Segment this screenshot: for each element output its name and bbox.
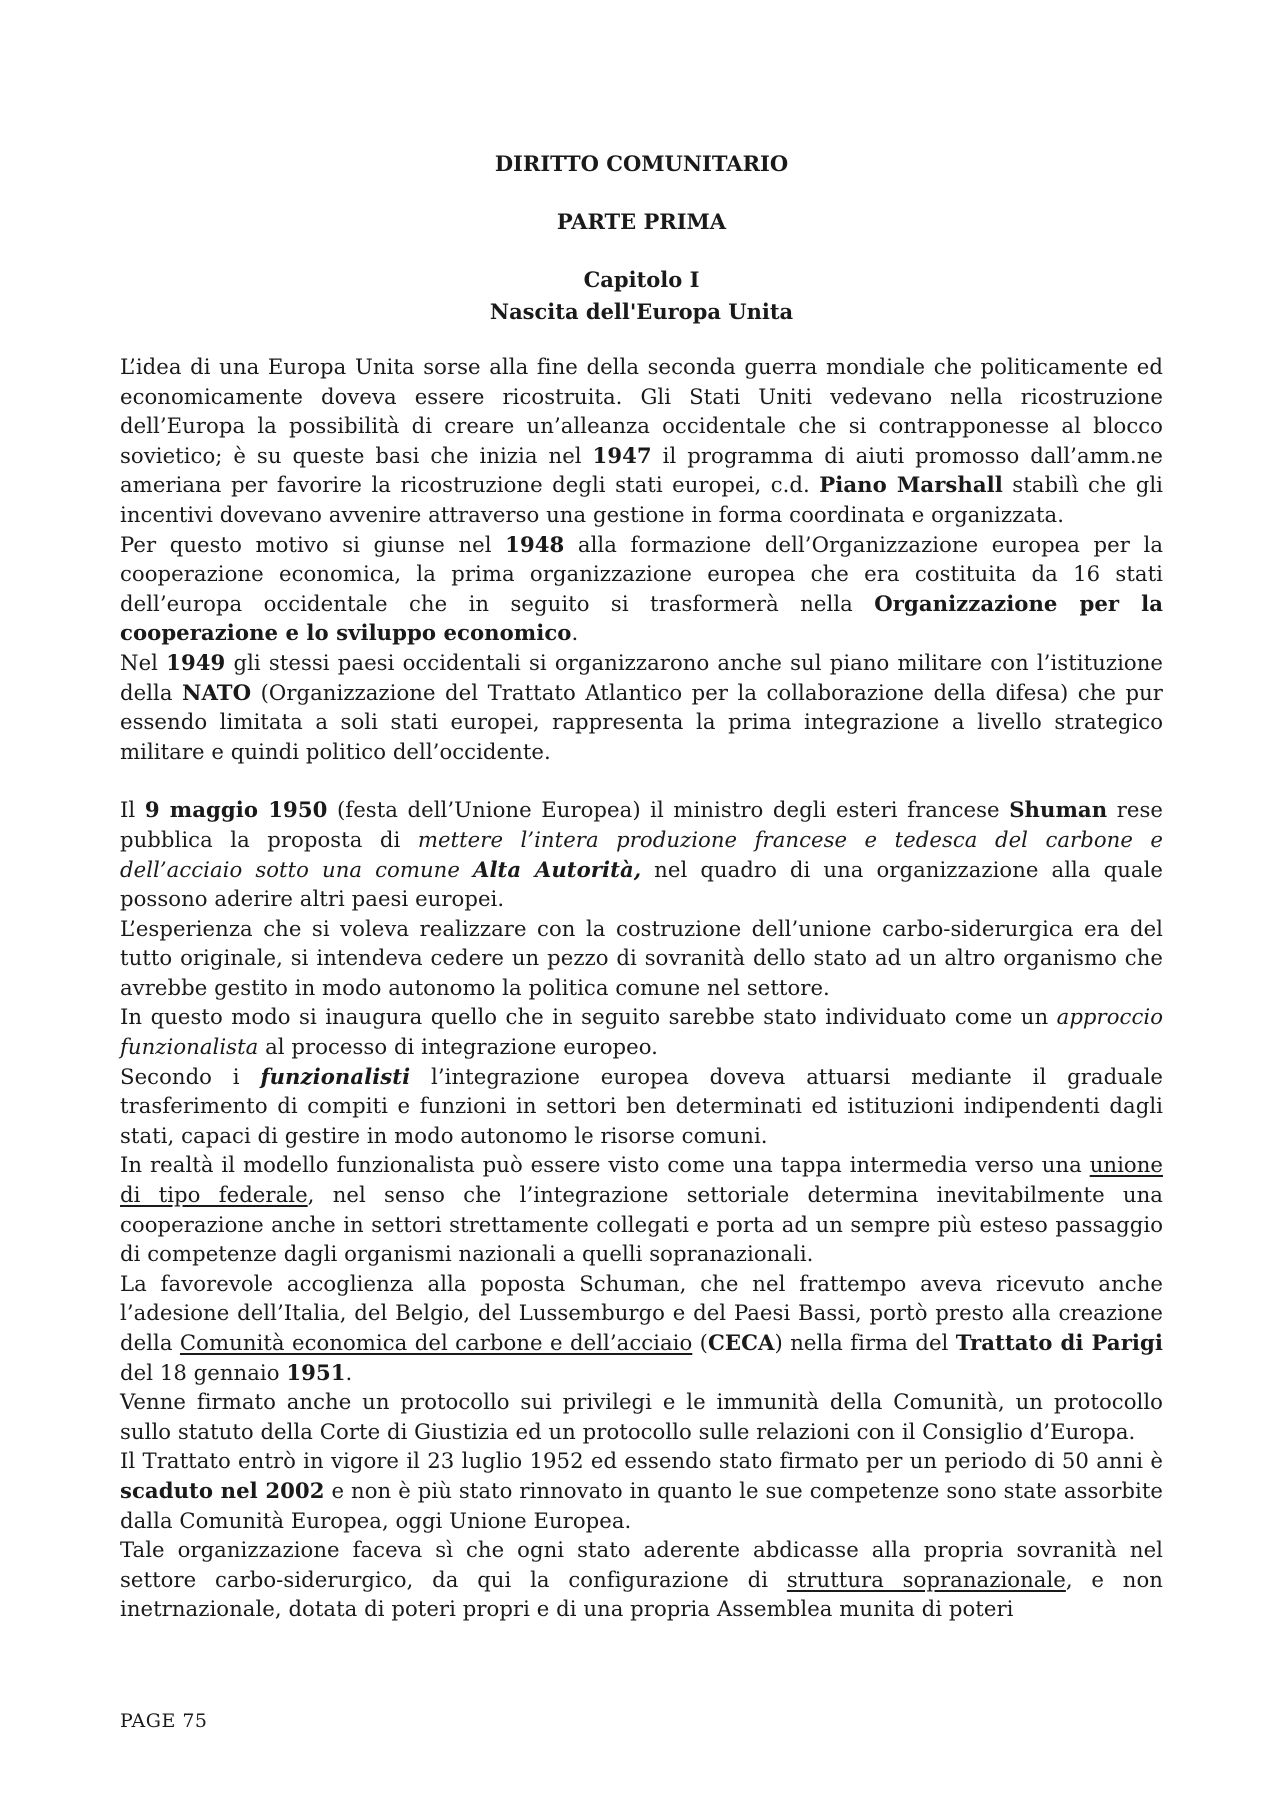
paragraph-12 bbox=[120, 1535, 1163, 1624]
paragraph-2 bbox=[120, 530, 1163, 648]
bold-text: Piano Marshall bbox=[819, 472, 1003, 498]
paragraph-4 bbox=[120, 795, 1163, 913]
page-number-footer: PAGE 75 bbox=[120, 1710, 208, 1732]
text-span: Tale organizzazione faceva sì che ogni stato aderente abdicasse alla propria sovranità nel settore carbo-siderurgico, da qui la configurazione di bbox=[120, 1537, 1163, 1592]
text-span: . bbox=[345, 1359, 353, 1385]
text-span: del 18 gennaio bbox=[120, 1359, 287, 1385]
bold-italic-text: funzionalisti bbox=[260, 1063, 411, 1089]
text-span: Per questo motivo si giunse nel bbox=[120, 531, 506, 557]
text-span: In questo modo si inaugura quello che in seguito sarebbe stato individuato come un bbox=[120, 1004, 1057, 1030]
text-span: al processo di integrazione europeo. bbox=[258, 1034, 658, 1060]
bold-text: 1951 bbox=[286, 1359, 346, 1385]
paragraph-11 bbox=[120, 1446, 1163, 1535]
text-span: L’idea di una Europa Unita sorse alla fine della seconda guerra mondiale che politicamente ed economicamente doveva essere ricostruita. Gli Stati Uniti vedevano nella ricostruzione dell’Europa la possibilità di creare un’alleanza occidentale che si contrapponesse al blocco sovietico; è su queste basi che inizia nel bbox=[120, 354, 1163, 468]
text-span: (festa dell’Unione Europea) il ministro degli esteri francese bbox=[327, 797, 1010, 823]
text-span: Il Trattato entrò in vigore il 23 luglio 1952 ed essendo stato firmato per un periodo di 50 anni è bbox=[120, 1448, 1163, 1474]
underlined-text: struttura sopranazionale bbox=[786, 1566, 1066, 1592]
text-span: gli stessi paesi occidentali si organizzarono anche sul piano militare con l’istituzione della bbox=[120, 649, 1163, 705]
text-span: nel quadro di una organizzazione alla quale possono aderire altri paesi europei. bbox=[120, 856, 1163, 912]
chapter-number: Capitolo I bbox=[583, 267, 700, 292]
chapter-title: Nascita dell'Europa Unita bbox=[489, 299, 794, 324]
paragraph-5 bbox=[120, 914, 1163, 1003]
text-span: il programma di aiuti promosso dall’amm.ne ameriana per favorire la ricostruzione degli stati europei, c.d. bbox=[120, 442, 1163, 498]
bold-text: Trattato di Parigi bbox=[955, 1330, 1163, 1355]
bold-text: 1947 bbox=[592, 442, 652, 468]
bold-text: Organizzazione per la cooperazione e lo sviluppo economico bbox=[120, 590, 1163, 646]
bold-text: 9 maggio 1950 bbox=[144, 797, 328, 823]
text-span: rese pubblica la proposta di bbox=[120, 797, 1164, 852]
text-span: ) nella firma del bbox=[774, 1330, 956, 1355]
paragraph-3 bbox=[120, 648, 1163, 766]
paragraph-gap bbox=[120, 766, 1163, 795]
text-span: (Organizzazione del Trattato Atlantico per la collaborazione della difesa) che pur essendo limitata a soli stati europei, rappresenta la prima integrazione a livello strategico militare e quindi politico dell’occidente. bbox=[120, 679, 1163, 764]
underlined-text: unione di tipo federale bbox=[120, 1152, 1163, 1208]
text-span: Nel bbox=[120, 649, 167, 675]
bold-text: CECA bbox=[708, 1330, 775, 1355]
paragraph-6 bbox=[120, 1002, 1163, 1061]
text-span: La favorevole accoglienza alla poposta Schuman, che nel frattempo aveva ricevuto anche l’adesione dell’Italia, del Belgio, del Lussemburgo e del Paesi Bassi, portò presto alla creazione della bbox=[120, 1270, 1163, 1355]
text-span: In realtà il modello funzionalista può essere visto come una tappa intermedia verso una bbox=[120, 1152, 1090, 1178]
document-page bbox=[120, 148, 1163, 1624]
text-span: Secondo i bbox=[120, 1063, 261, 1089]
part-title: PARTE PRIMA bbox=[556, 209, 727, 234]
paragraph-10 bbox=[120, 1387, 1163, 1446]
paragraph-1 bbox=[120, 352, 1163, 530]
text-span: L’esperienza che si voleva realizzare con la costruzione dell’unione carbo-siderurgica era del tutto originale, si intendeva cedere un pezzo di sovranità dello stato ad un altro organismo che avrebbe gestito in modo autonomo la politica comune nel settore. bbox=[120, 915, 1163, 1000]
italic-text: mettere l’intera produzione francese e tedesca del carbone e dell’acciaio sotto una comune bbox=[120, 826, 1164, 882]
bold-text: NATO bbox=[182, 679, 252, 705]
italic-text: approccio funzionalista bbox=[120, 1004, 1163, 1060]
bold-text: scaduto nel 2002 bbox=[120, 1477, 325, 1503]
paragraph-8 bbox=[120, 1150, 1163, 1268]
document-title: DIRITTO COMUNITARIO bbox=[494, 151, 789, 176]
text-span: , e non inetrnazionale, dotata di poteri propri e di una propria Assemblea munita di poteri bbox=[120, 1566, 1163, 1622]
underlined-text: Comunità economica del carbone e dell’acciaio bbox=[179, 1330, 693, 1355]
text-span: Venne firmato anche un protocollo sui privilegi e le immunità della Comunità, un protocollo sullo statuto della Corte di Giustizia ed un protocollo sulle relazioni con il Consiglio d’Europa. bbox=[120, 1389, 1163, 1444]
text-span: , nel senso che l’integrazione settoriale determina inevitabilmente una cooperazione anche in settori strettamente collegati e porta ad un sempre più esteso passaggio di competenze dagli organismi nazionali a quelli sopranazionali. bbox=[120, 1182, 1163, 1267]
text-span: ( bbox=[692, 1330, 708, 1355]
text-span: Il bbox=[120, 797, 145, 823]
paragraph-9 bbox=[120, 1269, 1163, 1387]
bold-text: 1948 bbox=[505, 531, 565, 557]
text-span: l’integrazione europea doveva attuarsi mediante il graduale trasferimento di compiti e funzioni in settori ben determinati ed istituzioni indipendenti dagli stati, capaci di gestire in modo autonomo le risorse comuni. bbox=[120, 1063, 1163, 1148]
bold-text: Shuman bbox=[1009, 797, 1108, 823]
document-body bbox=[120, 352, 1163, 1624]
paragraph-7 bbox=[120, 1062, 1163, 1151]
text-span: e non è più stato rinnovato in quanto le sue competenze sono state assorbite dalla Comunità Europea, oggi Unione Europea. bbox=[120, 1477, 1163, 1533]
text-span: . bbox=[571, 620, 579, 646]
bold-italic-text: Alta Autorità, bbox=[472, 856, 642, 882]
text-span: alla formazione dell’Organizzazione europea per la cooperazione economica, la prima organizzazione europea che era costituita da 16 stati dell’europa occidentale che in seguito si trasformerà nella bbox=[120, 531, 1164, 616]
text-span: stabilì che gli incentivi dovevano avvenire attraverso una gestione in forma coordinata e organizzata. bbox=[120, 472, 1163, 527]
bold-text: 1949 bbox=[166, 649, 226, 675]
